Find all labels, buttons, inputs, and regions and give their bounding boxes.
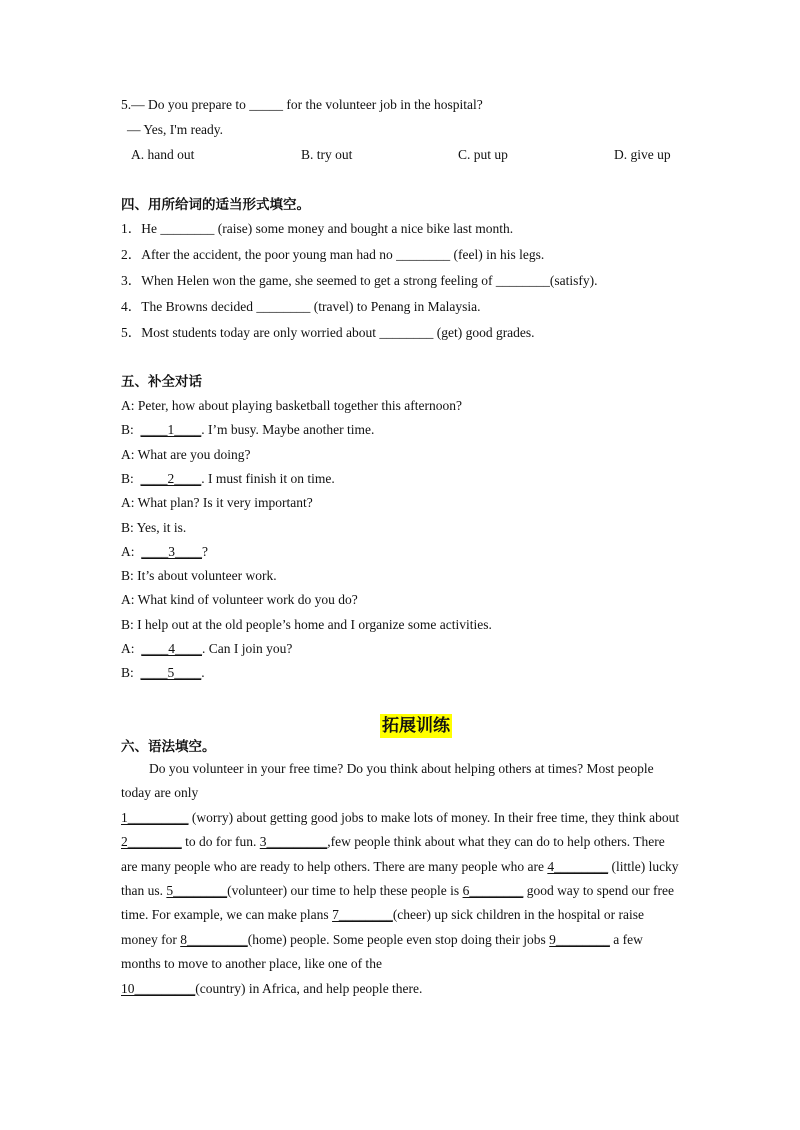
dialog-blank[interactable]: ____2____ [140,470,202,486]
passage-blank-8[interactable]: 8_________ [180,931,248,947]
dialog-text: A: What plan? Is it very important? [121,495,313,511]
dialog-text: B: [121,665,141,681]
section4-item-3: 3．When Helen won the game, she seemed to get a strong feeling of ________(satisfy). [121,273,598,288]
dialog-line [121,470,335,488]
q5-option-d: D. give up [614,147,671,162]
passage-blank-9[interactable]: 9________ [549,931,610,947]
passage-text-6: (volunteer) our time to help these people is [227,883,463,899]
section6-title: 六、语法填空。 [121,739,216,755]
q5-stem: 5.— Do you prepare to _____ for the volunteer job in the hospital? [121,97,483,112]
q5-option-b: B. try out [301,147,353,162]
q5-reply: — Yes, I'm ready. [127,122,224,137]
dialog-text: B: I help out at the old people’s home and I organize some activities. [121,616,492,632]
section4-item-4: 4．The Browns decided ________ (travel) to Penang in Malaysia. [121,299,481,314]
passage-blank-3[interactable]: 3_________ [259,834,328,850]
dialog-line [121,519,186,537]
passage-text-1: Do you volunteer in your free time? Do you think about helping others at times? Most people today are only [121,761,654,801]
dialog-text-after: . Can I join you? [202,641,293,656]
dialog-text-after: ? [202,543,208,559]
passage-text-7: good way to spend our free time. For example, we can make plans [121,883,675,923]
dialog-text: A: What are you doing? [121,446,251,462]
dialog-line [121,543,208,561]
dialog-text-after: . I must finish it on time. [201,470,335,486]
dialog-line [121,397,462,415]
passage-text-4: ,few people think about what they can do to help others. There are many people who are ready to help others. There are many people who are [121,834,665,874]
dialog-line [121,664,205,682]
q5-option-a: A. hand out [131,147,195,162]
dialog-text-after: . [201,665,205,681]
dialog-line [121,421,374,439]
passage-blank-6[interactable]: 6________ [462,883,524,899]
dialog-line [121,446,250,464]
dialog-line [121,494,313,512]
dialog-text: A: [121,641,142,656]
grammar-passage [121,757,681,1001]
passage-text-11: (country) in Africa, and help people there. [195,980,423,996]
dialog-blank[interactable]: ____4____ [141,641,202,656]
section4-title: 四、用所给词的适当形式填空。 [121,197,310,213]
passage-blank-5[interactable]: 5________ [166,883,228,899]
passage-text-9: (home) people. Some people even stop doing their jobs [247,931,550,947]
passage-blank-2[interactable]: 2________ [121,834,182,850]
section4-item-2: 2．After the accident, the poor young man had no ________ (feel) in his legs. [121,247,545,262]
dialog-text: B: [121,422,141,438]
passage-text-2: (worry) about getting good jobs to make lots of money. In their free time, they think about [188,809,680,825]
dialog-text: A: Peter, how about playing basketball together this afternoon? [121,398,462,413]
section4-item-5: 5．Most students today are only worried about ________ (get) good grades. [121,325,535,340]
dialog-text: A: [121,543,142,559]
dialog-blank[interactable]: ____5____ [140,665,202,681]
passage-text-8: (cheer) up sick children in the hospital or raise money for [121,907,644,947]
dialog-text: B: Yes, it is. [121,519,187,535]
dialog-line [121,591,358,609]
dialog-blank[interactable]: ____3____ [141,543,202,559]
passage-blank-7[interactable]: 7________ [332,907,393,923]
dialog-text: B: It’s about volunteer work. [121,568,277,584]
passage-text-10: a few months to move to another place, like one of the [121,931,643,972]
dialog-text: B: [121,470,141,486]
passage-text-3: to do for fun. [181,834,260,850]
passage-text-5: (little) lucky than us. [121,858,679,899]
dialog-text: A: What kind of volunteer work do you do? [121,592,358,608]
section4-item-1: 1．He ________ (raise) some money and bought a nice bike last month. [121,221,514,236]
q5-option-c: C. put up [458,147,508,162]
dialog-text-after: . I’m busy. Maybe another time. [201,422,375,438]
dialog-line [121,640,292,658]
section5-title: 五、补全对话 [121,374,202,390]
extension-training-banner: 拓展训练 [382,716,450,736]
passage-blank-10[interactable]: 10_________ [121,980,196,996]
passage-blank-1[interactable]: 1_________ [121,809,189,825]
dialog-blank[interactable]: ____1____ [140,422,202,438]
dialog-line [121,567,277,585]
passage-blank-4[interactable]: 4________ [547,858,609,874]
dialog-line [121,616,492,634]
